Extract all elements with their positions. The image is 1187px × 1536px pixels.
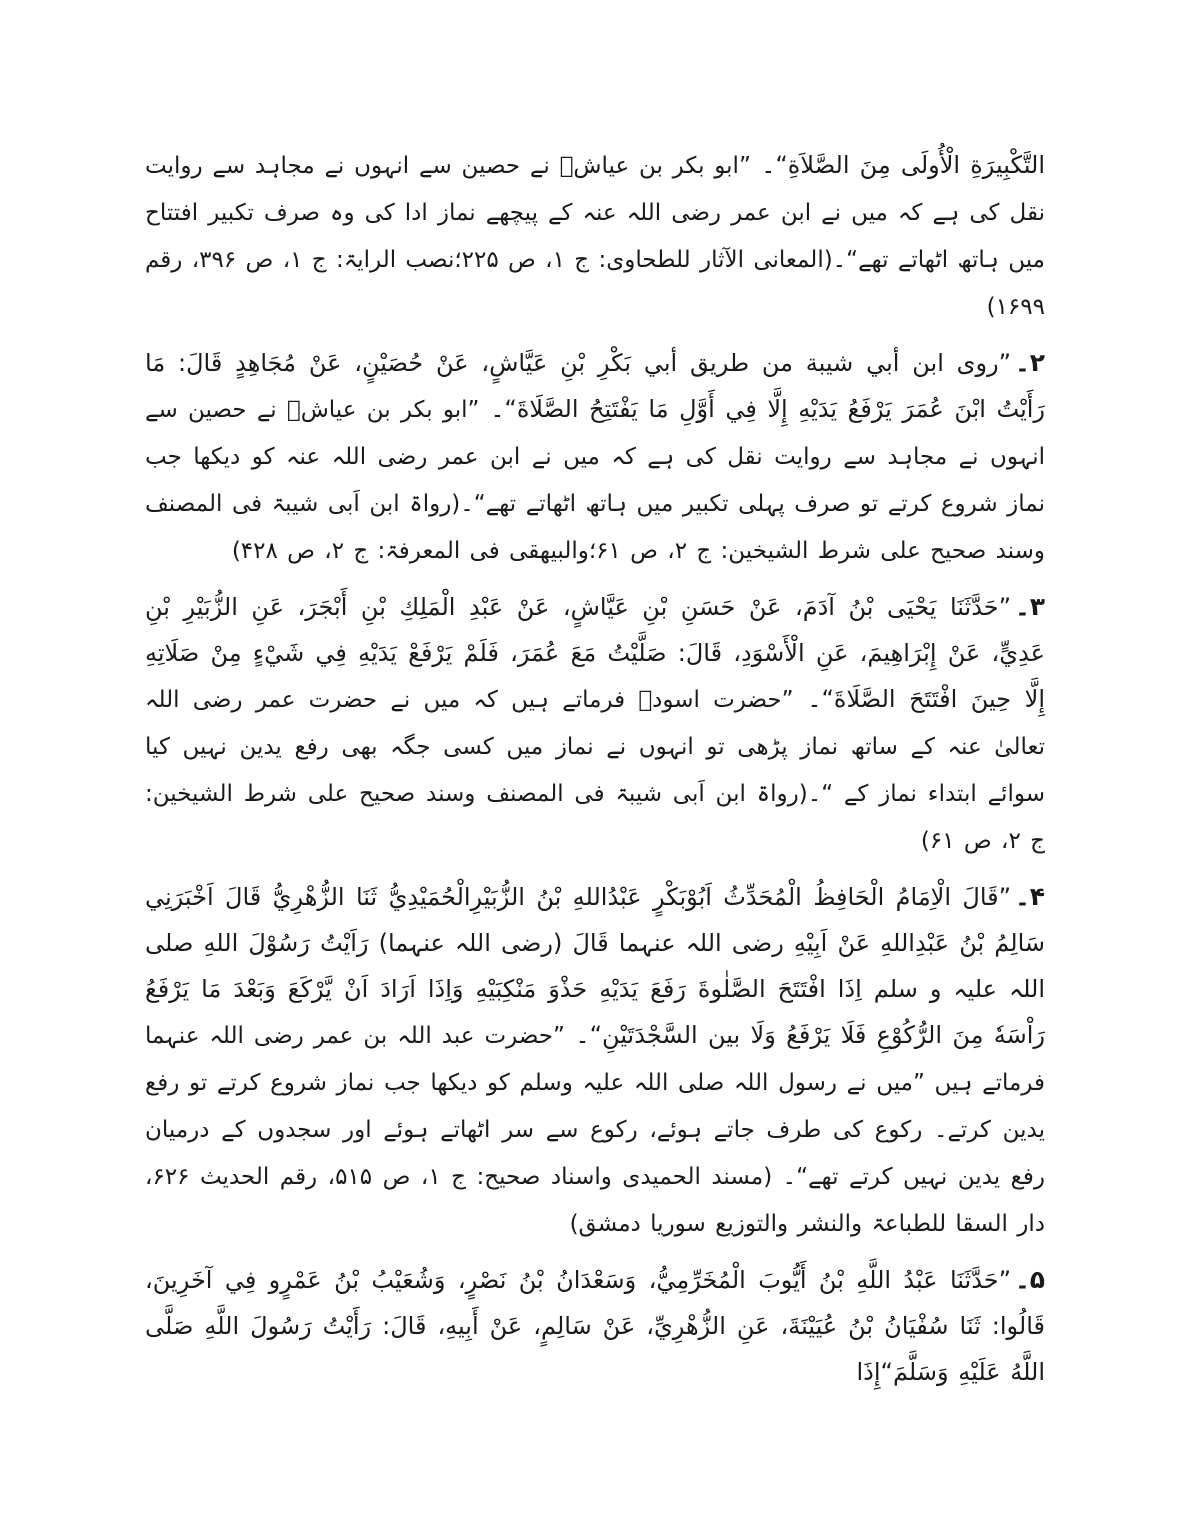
arabic-text: التَّكْبِيرَةِ الْأُولَى مِنَ الصَّلاَةِ“۔	[761, 151, 1045, 179]
document-body	[145, 142, 1045, 1406]
arabic-text: ”قَالَ الْاِمَامُ الْحَافِظُ الْمُحَدِّثُ اَبُوْبَكْرٍ عَبْدُاللهِ بْنُ الزُّبَيْرِالْحُمَيْدِيُّ ثَنَا الزُّهْرِيُّ قَالَ اَخْبَرَنِي سَالِمُ بْنُ عَبْدِاللهِ عَنْ اَبِيْهِ رضی اللہ عنہما قَالَ (رضی اللہ عنہما) رَاَيْتُ رَسُوْلَ اللهِ صلی اللہ علیہ و سلم اِذَا افْتَتَحَ الصَّلٰوةَ رَفَعَ يَدَيْهِ حَذْوَ مَنْكِبَيْهِ وَاِذَا اَرَادَ اَنْ يَّرْكَعَ وَبَعْدَ مَا يَرْفَعُ رَاْسَهٗ مِنَ الرُّكُوْعِ فَلَا يَرْفَعُ وَلَا بين السَّجْدَتَيْنِ“۔	[145, 883, 1045, 1049]
paragraph-2	[145, 340, 1045, 574]
urdu-text: ”ابو بکر بن عیاشؒ نے حصین سے انہوں نے مجاہد سے روایت نقل کی ہے کہ میں نے ابن عمر رضی اللہ عنہ کو دیکھا جب نماز شروع کرتے تو صرف پہلی تکبیر میں ہاتھ اٹھاتے تھے“۔(رواۃ ابن اَبی شیبۃ فی المصنف وسند صحیح علی شرط الشیخین: ج ۲، ص ۶۱؛والبیھقی فی المعرفۃ: ج ۲، ص ۴۲۸)	[145, 397, 1045, 564]
urdu-text: ”حضرت اسودؒ فرماتے ہیں کہ میں نے حضرت عمر رضی اللہ تعالیٰ عنہ کے ساتھ نماز پڑھی تو انہوں نے نماز میں کسی جگہ بھی رفع یدین نہیں کیا سوائے ابتداء نماز کے “۔(رواۃ ابن اَبی شیبۃ فی المصنف وسند صحیح علی شرط الشیخین: ج ۲، ص ۶۱)	[145, 687, 1045, 854]
urdu-text: ”ابو بکر بن عیاشؒ نے حصین سے انہوں نے مجاہد سے روایت نقل کی ہے کہ میں نے ابن عمر رضی اللہ عنہ کے پیچھے نماز ادا کی وہ صرف تکبیر افتتاح میں ہاتھ اٹھاتے تھے“۔(المعانی الآثار للطحاوی: ج ۱، ص ۲۲۵؛نصب الرایۃ: ج ۱، ص ۳۹۶، رقم ۱۶۹۹)	[145, 153, 1045, 320]
arabic-text: ”حَدَّثَنَا يَحْيَى بْنُ آدَمَ، عَنْ حَسَنِ بْنِ عَيَّاشٍ، عَنْ عَبْدِ الْمَلِكِ بْنِ أَبْجَرَ، عَنِ الزُّبَيْرِ بْنِ عَدِيٍّ، عَنْ إِبْرَاهِيمَ، عَنِ الْأَسْوَدِ، قَالَ: صَلَّيْتُ مَعَ عُمَرَ، فَلَمْ يَرْفَعْ يَدَيْهِ فِي شَيْءٍ مِنْ صَلَاتِهِ إِلَّا حِينَ افْتَتَحَ الصَّلَاةَ“۔	[145, 593, 1046, 713]
paragraph-4	[145, 874, 1045, 1247]
paragraph-number: ۴۔	[1015, 882, 1045, 911]
urdu-text: ”حضرت عبد اللہ بن عمر رضی اللہ عنہما فرماتے ہیں ”میں نے رسول اللہ صلی اللہ علیہ وسلم کو دیکھا جب نماز شروع کرتے تو رفع یدین کرتے۔ رکوع کی طرف جاتے ہوئے، رکوع سے سر اٹھاتے ہوئے اور سجدوں کے درمیان رفع یدین نہیں کرتے تھے“۔ (مسند الحمیدی واسناد صحیح: ج ۱، ص ۵۱۵، رقم الحدیث ۶۲۶، دار السقا للطباعۃ والنشر والتوزیع سوریا دمشق)	[145, 1023, 1045, 1237]
paragraph-number: ۳۔	[1015, 592, 1045, 621]
paragraph-3	[145, 584, 1045, 864]
paragraph-5	[145, 1257, 1045, 1396]
paragraph-number: ۵۔	[1015, 1265, 1045, 1294]
arabic-text: ”حَدَّثَنَا عَبْدُ اللَّهِ بْنُ أَيُّوبَ الْمُخَرِّمِيُّ، وَسَعْدَانُ بْنُ نَصْرٍ، وَشُعَيْبُ بْنُ عَمْرٍو فِي آخَرِينَ، قَالُوا: ثَنَا سُفْيَانُ بْنُ عُيَيْنَةَ، عَنِ الزُّهْرِيِّ، عَنْ سَالِمٍ، عَنْ أَبِيهِ، قَالَ: رَأَيْتُ رَسُولَ اللَّهِ صَلَّى اللَّهُ عَلَيْهِ وَسَلَّمَ“إِذَا	[145, 1266, 1045, 1386]
paragraph-continuation	[145, 142, 1045, 330]
paragraph-number: ۲۔	[1015, 348, 1045, 377]
arabic-text: ”روى ابن أبي شيبة من طريق أبي بَكْرِ بْنِ عَيَّاشٍ، عَنْ حُصَيْنٍ، عَنْ مُجَاهِدٍ قَالَ: مَا رَأَيْتُ ابْنَ عُمَرَ يَرْفَعُ يَدَيْهِ إِلَّا فِي أَوَّلِ مَا يَفْتَتِحُ الصَّلَاةَ“۔	[145, 349, 1046, 423]
